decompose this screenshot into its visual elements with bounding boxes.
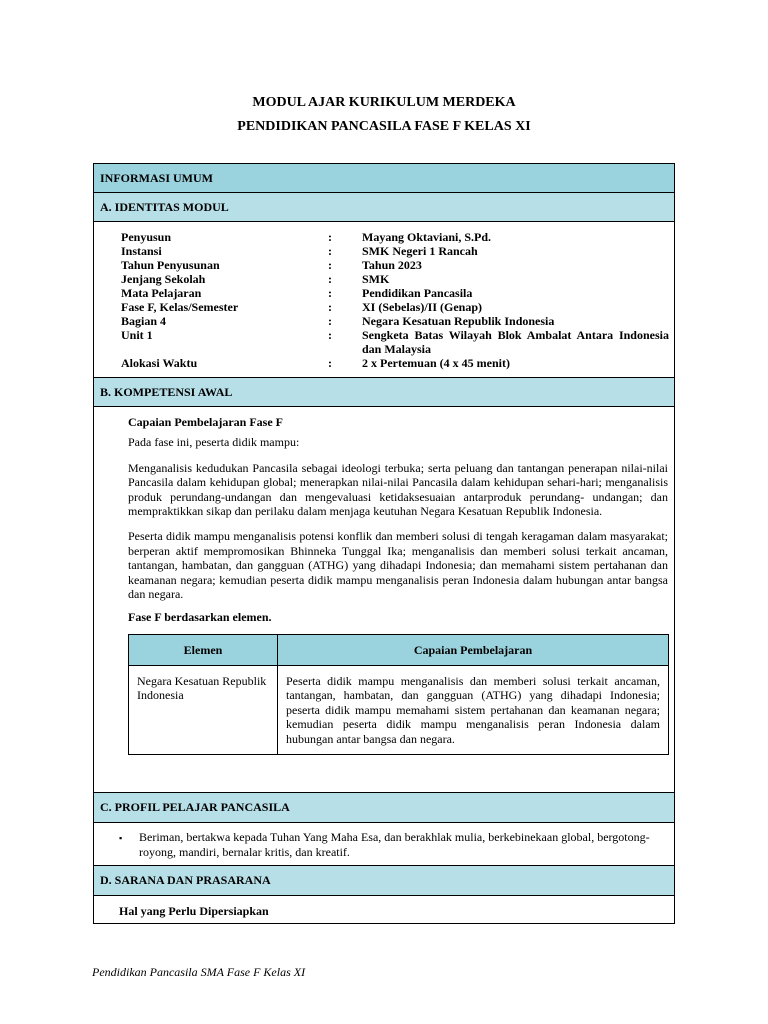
identity-row-instansi: [121, 244, 669, 258]
identity-colon: :: [328, 356, 332, 370]
identity-value: Negara Kesatuan Republik Indonesia: [362, 314, 555, 328]
cp-paragraph-1: Menganalisis kedudukan Pancasila sebagai ideologi terbuka; serta peluang dan tantangan penerapan nilai-nilai Pancasila dalam kehidupan global; menerapkan nilai-nilai Pancasila dalam kehidupan sehari-hari; menganalisis produk perundang-undangan dan mengevaluasi ketidaksesuaian antarproduk perundang- undangan; dan mempraktikkan sikap dan perilaku dalam menjaga keutuhan Negara Kesatuan Republik Indonesia.: [128, 460, 668, 519]
identity-colon: :: [328, 328, 332, 342]
identity-row-tahun: [121, 258, 669, 272]
cell-elemen: Negara Kesatuan Republik Indonesia: [129, 666, 278, 755]
column-header-capaian: Capaian Pembelajaran: [278, 635, 669, 666]
column-header-elemen: Elemen: [129, 635, 278, 666]
identity-label: Unit 1: [121, 328, 153, 342]
identity-value: Sengketa Batas Wilayah Blok Ambalat Antara Indonesia dan Malaysia: [362, 328, 669, 356]
section-c-header: C. PROFIL PELAJAR PANCASILA: [94, 792, 674, 823]
identity-value: Tahun 2023: [362, 258, 422, 272]
fase-elemen-heading: Fase F berdasarkan elemen.: [128, 610, 272, 625]
document-title: MODUL AJAR KURIKULUM MERDEKA: [252, 95, 516, 110]
identitas-modul-list: [121, 230, 669, 370]
cp-intro: Pada fase ini, peserta didik mampu:: [128, 435, 300, 450]
section-b-header: B. KOMPETENSI AWAL: [94, 377, 674, 407]
section-a-header: A. IDENTITAS MODUL: [94, 192, 674, 222]
identity-row-jenjang: [121, 272, 669, 286]
identity-label: Bagian 4: [121, 314, 167, 328]
identity-colon: :: [328, 272, 332, 286]
module-frame: [93, 163, 675, 924]
identity-value: 2 x Pertemuan (4 x 45 menit): [362, 356, 510, 370]
identity-row-bagian: [121, 314, 669, 328]
identity-colon: :: [328, 286, 332, 300]
identity-row-mapel: [121, 286, 669, 300]
document-subtitle: PENDIDIKAN PANCASILA FASE F KELAS XI: [237, 119, 531, 134]
identity-row-fase: [121, 300, 669, 314]
table-header-row: [129, 635, 669, 666]
identity-colon: :: [328, 230, 332, 244]
identity-value: SMK: [362, 272, 390, 286]
identity-colon: :: [328, 258, 332, 272]
identity-label: Fase F, Kelas/Semester: [121, 300, 239, 314]
identity-row-alokasi: [121, 356, 669, 370]
identity-label: Instansi: [121, 244, 162, 258]
bullet-icon: ▪: [119, 833, 123, 843]
identity-value: XI (Sebelas)/II (Genap): [362, 300, 483, 314]
cp-paragraph-2: Peserta didik mampu menganalisis potensi konflik dan memberi solusi di tengah keragaman dalam masyarakat; berperan aktif mempromosikan Bhinneka Tunggal Ika; menganalisis dan memberi solusi terkait ancaman, tantangan, hambatan, dan gangguan (ATHG) yang dihadapi Indonesia; dan memahami sistem pertahanan dan keamanan negara; kemudian peserta didik mampu menganalisis peran Indonesia dalam hubungan antar bangsa dan negara.: [128, 529, 668, 602]
table-row: [129, 666, 669, 755]
sarana-subheading: Hal yang Perlu Dipersiapkan: [119, 904, 269, 918]
profil-text: Beriman, bertakwa kepada Tuhan Yang Maha Esa, dan berakhlak mulia, berkebinekaan global, bergotong-royong, mandiri, bernalar kritis, dan kreatif.: [139, 830, 650, 859]
identity-value: SMK Negeri 1 Rancah: [362, 244, 478, 258]
identity-value: Pendidikan Pancasila: [362, 286, 473, 300]
cell-capaian: Peserta didik mampu menganalisis dan memberi solusi terkait ancaman, tantangan, hambatan, dan gangguan (ATHG) yang dihadapi Indonesia; peserta didik mampu memahami sistem pertahanan dan keamanan negara; kemudian peserta didik mampu menganalisis peran Indonesia dalam hubungan antar bangsa dan negara.: [278, 666, 669, 755]
identity-label: Mata Pelajaran: [121, 286, 202, 300]
identity-label: Jenjang Sekolah: [121, 272, 206, 286]
identity-value: Mayang Oktaviani, S.Pd.: [362, 230, 492, 244]
capaian-table: [128, 634, 669, 755]
identity-colon: :: [328, 300, 332, 314]
identity-colon: :: [328, 244, 332, 258]
kompetensi-awal-body: [128, 415, 668, 625]
identity-colon: :: [328, 314, 332, 328]
identity-row-penyusun: [121, 230, 669, 244]
page-footer: Pendidikan Pancasila SMA Fase F Kelas XI: [92, 965, 306, 979]
identity-row-unit: [121, 328, 669, 356]
profil-list-item: [119, 830, 669, 860]
identity-label: Alokasi Waktu: [121, 356, 198, 370]
cp-heading: Capaian Pembelajaran Fase F: [128, 415, 283, 429]
identity-label: Tahun Penyusunan: [121, 258, 220, 272]
identity-label: Penyusun: [121, 230, 172, 244]
informasi-umum-header: INFORMASI UMUM: [94, 163, 674, 193]
section-d-header: D. SARANA DAN PRASARANA: [94, 865, 674, 896]
